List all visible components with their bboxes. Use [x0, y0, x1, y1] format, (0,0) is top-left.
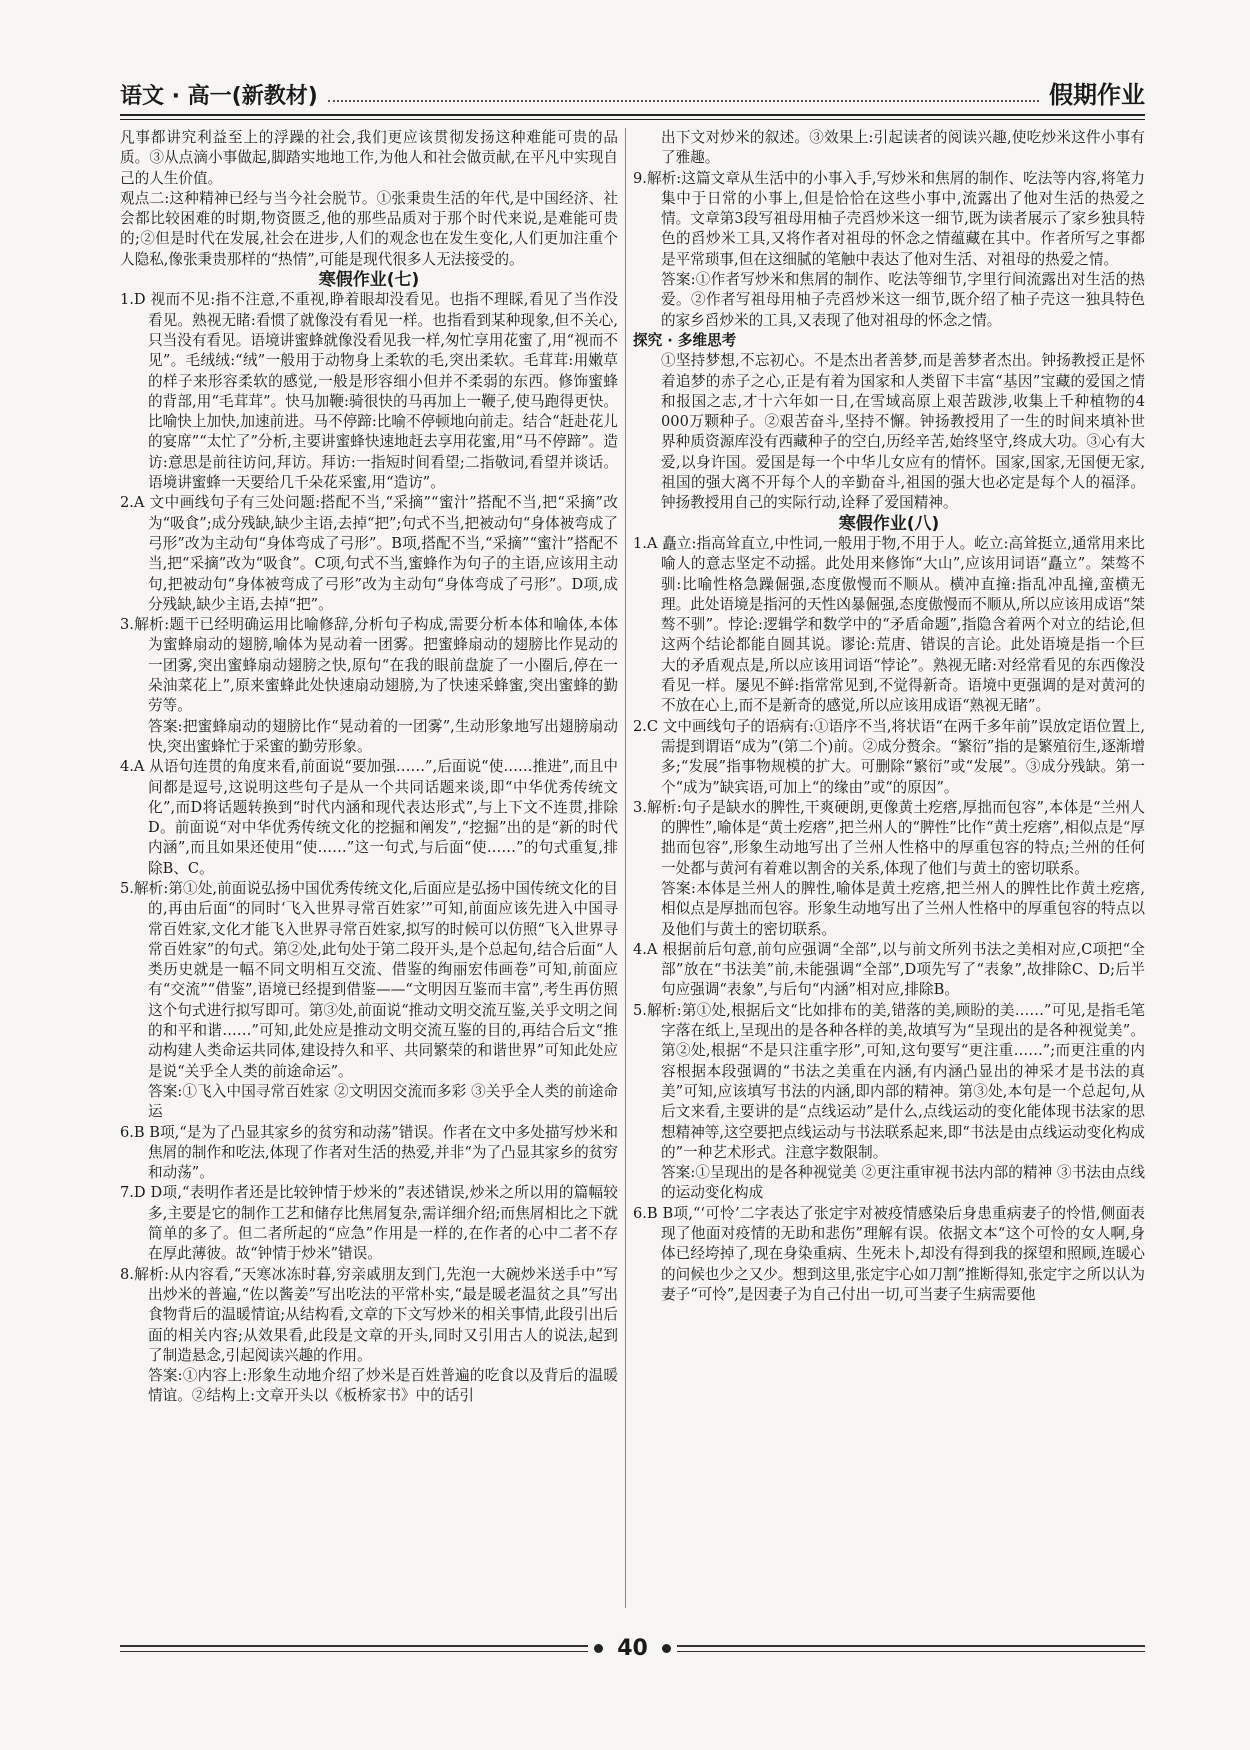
answer-item: 6.B B项,“‘可怜’二字表达了张定宇对被疫情感染后身患重病妻子的怜惜,侧面表现了他面对疫情的无助和悲伤”理解有误。依据文本“这个可怜的女人啊,身体已经垮掉了,现在身染重病、生死未卜,却没有得到我的探望和照顾,连暖心的问候也少之又少。想到这里,张定宇心如刀割”推断得知,张定宇之所以认为妻子“可怜”,是因妻子为自己付出一切,可当妻子生病需要他	[633, 1204, 1145, 1303]
answer-item: 4.A 根据前后句意,前句应强调“全部”,以与前文所列书法之美相对应,C项把“全部”放在“书法美”前,未能强调“全部”,D项先写了“表象”,故排除C、D;后半句应强调“表象”,与后句“内涵”相对应,排除B。	[633, 940, 1145, 999]
header-series: 假期作业	[1049, 81, 1145, 109]
answer-text: 答案:把蜜蜂扇动的翅膀比作“晃动着的一团雾”,生动形象地写出翅膀扇动快,突出蜜蜂忙于采蜜的勤劳形象。	[148, 717, 618, 755]
right-column	[633, 128, 1145, 1608]
section-title-8: 寒假作业(八)	[838, 513, 940, 534]
answer-item: 2.A 文中画线句子有三处问题:搭配不当,“采摘”“蜜汁”搭配不当,把“采摘”改为“吸食”;成分残缺,缺少主语,去掉“把”;句式不当,把被动句“身体被弯成了弓形”改为主动句“身体弯成了弓形”。B项,搭配不当,“采摘”“蜜汁”搭配不当,把“采摘”改为“吸食”。C项,句式不当,蜜蜂作为句子的主语,应该用主动句,把被动句“身体被弯成了弓形”改为主动句“身体弯成了弓形”。D项,成分残缺,缺少主语,去掉“把”。	[120, 494, 618, 613]
answer-item: 3.解析:句子是缺水的脾性,干爽硬朗,更像黄土疙瘩,厚拙而包容”,本体是“兰州人的脾性”,喻体是“黄土疙瘩”,把兰州人的“脾性”比作“黄土疙瘩”,相似点是“厚拙而包容”,形象生动地写出了兰州人性格中的厚重包容的特点;兰州的任何一处都与黄河有着难以割舍的关系,体现了他们与黄土的密切联系。	[633, 798, 1145, 877]
paragraph: 观点二:这种精神已经与当今社会脱节。①张秉贵生活的年代,是中国经济、社会都比较困难的时期,物资匮乏,他的那些品质对于那个时代来说,是难能可贵的;②但是时代在发展,社会在进步,人们的观念也在发生变化,人们更加注重个人隐私,像张秉贵那样的“热情”,可能是现代很多人无法接受的。	[120, 189, 618, 268]
answer-item: 8.解析:从内容看,“天寒冰冻时暮,穷亲戚朋友到门,先泡一大碗炒米送手中”写出炒米的普遍,“佐以酱姜”写出吃法的平常朴实,“最是暖老温贫之具”写出食物背后的温暖情谊;从结构看,文章的下文写炒米的相关事情,此段引出后面的相关内容;从效果看,此段是文章的开头,同时又引用古人的说法,起到了制造悬念,引起阅读兴趣的作用。	[120, 1265, 618, 1364]
answer-item: 5.解析:第①处,前面说弘扬中国优秀传统文化,后面应是弘扬中国传统文化的目的,再由后面“的同时‘飞入世界寻常百姓家’”可知,前面应该先进入中国寻常百姓家,文化才能飞入世界寻常百姓家,拟写的时候可以仿照“飞入世界寻常百姓家”的句式。第②处,此句处于第二段开头,是个总起句,结合后面“人类历史就是一幅不同文明相互交流、借鉴的绚丽宏伟画卷”可知,前面应有“交流”“借鉴”,语境已经提到借鉴——“文明因互鉴而丰富”,考生再仿照这个句式进行拟写即可。第③处,前面说“推动文明交流互鉴,关乎文明之间的和平和谐……”可知,此处应是推动文明交流互鉴的目的,再结合后文“推动构建人类命运共同体,建设持久和平、共同繁荣的和谐世界”可知此处应是说“关乎全人类的前途命运”。	[120, 879, 618, 1080]
header-subject: 语文 · 高一(新教材)	[120, 84, 318, 109]
answer-item: 4.A 从语句连贯的角度来看,前面说“要加强……”,后面说“使……推进”,而且中间都是逗号,这说明这些句子是从一个共同话题来谈,即“中华优秀传统文化”,而D将话题转换到“时代内涵和现代表达形式”,与上下文不连贯,排除D。前面说“对中华优秀传统文化的挖掘和阐发”,“挖掘”出的是“新的时代内涵”,而且如果还使用“使……”这一句式,与后面“使……”的句式重复,排除B、C。	[120, 758, 618, 877]
answer-item: 5.解析:第①处,根据后文“比如排布的美,错落的美,顾盼的美……”可见,是指毛笔字落在纸上,呈现出的是各种各样的美,故填写为“呈现出的是各种视觉美”。第②处,根据“不是只注重字形”,可知,这句要写“更注重……”;而更注重的内容根据本段强调的“书法之美重在内涵,有内涵凸显出的神采才是书法的真美”可知,应该填写书法的内涵,即内部的精神。第③处,本句是一个总起句,从后文来看,主要讲的是“点线运动”是什么,点线运动的变化能体现书法家的思想精神等,这空要把点线运动与书法联系起来,即“书法是由点线运动变化构成的”一种艺术形式。注意字数限制。	[633, 1001, 1145, 1161]
header-rule	[120, 114, 1145, 116]
left-column	[120, 128, 618, 1608]
answer-text: 答案:①呈现出的是各种视觉美 ②更注重审视书法内部的精神 ③书法由点线的运动变化构成	[661, 1164, 1145, 1202]
footer-dot-right	[662, 1644, 671, 1653]
answer-text: 答案:本体是兰州人的脾性,喻体是黄土疙瘩,把兰州人的脾性比作黄土疙瘩,相似点是厚拙而包容。形象生动地写出了兰州人性格中的厚重包容的特点以及他们与黄土的密切联系。	[661, 879, 1145, 938]
column-divider	[625, 128, 626, 1608]
answer-item: 7.D D项,“表明作者还是比较钟情于炒米的”表述错误,炒米之所以用的篇幅较多,主要是它的制作工艺和储存比焦屑复杂,需详细介绍;而焦屑相比之下就简单的多了。但二者所起的“应急”作用是一样的,在作者的心中二者不存在厚此薄彼。故“钟情于炒米”错误。	[120, 1184, 618, 1263]
header-dotted-rule	[328, 100, 1039, 102]
answer-item: 3.解析:题干已经明确运用比喻修辞,分析句子构成,需要分析本体和喻体,本体为蜜蜂扇动的翅膀,喻体为晃动着一团雾。把蜜蜂扇动的翅膀比作晃动的一团雾,突出蜜蜂扇动翅膀之快,原句“在我的眼前盘旋了一小圈后,停在一朵油菜花上”,原来蜜蜂此处快速扇动翅膀,为了快速采蜂蜜,突出蜜蜂的勤劳等。	[120, 616, 618, 715]
answer-item: 6.B B项,“是为了凸显其家乡的贫穷和动荡”错误。作者在文中多处描写炒米和焦屑的制作和吃法,体现了作者对生活的热爱,并非“为了凸显其家乡的贫穷和动荡”。	[120, 1123, 618, 1182]
answer-item: 2.C 文中画线句子的语病有:①语序不当,将状语“在两千多年前”误放定语位置上,需提到谓语“成为”(第二个)前。②成分赘余。“繁衍”指的是繁殖衍生,逐渐增多;“发展”指事物规模的扩大。可删除“繁衍”或“发展”。③成分残缺。第一个“成为”缺宾语,可加上“的缘由”或“的原因”。	[633, 717, 1145, 796]
answer-text: 答案:①作者写炒米和焦屑的制作、吃法等细节,字里行间流露出对生活的热爱。②作者写祖母用柚子壳舀炒米这一细节,既介绍了柚子壳这一独具特色的家乡舀炒米的工具,又表现了他对祖母的怀念之情。	[661, 271, 1145, 329]
header-rule-thin	[120, 119, 1145, 120]
answer-text: 出下文对炒米的叙述。③效果上:引起读者的阅读兴趣,使吃炒米这件小事有了雅趣。	[661, 129, 1145, 167]
answer-text: 答案:①飞入中国寻常百姓家 ②文明因交流而多彩 ③关乎全人类的前途命运	[148, 1082, 618, 1121]
answer-item: 1.D 视而不见:指不注意,不重视,睁着眼却没看见。也指不理睬,看见了当作没看见。熟视无睹:看惯了就像没有看见一样。也指看到某种现象,但不关心,只当没有看见。语境讲蜜蜂就像没看见我一样,匆忙享用花蜜了,用“视而不见”。毛绒绒:“绒”一般用于动物身上柔软的毛,突出柔软。毛茸茸:用嫩草的样子来形容柔软的感觉,一般是形容细小但并不柔弱的东西。修饰蜜蜂的背部,用“毛茸茸”。快马加鞭:骑很快的马再加上一鞭子,使马跑得更快。比喻快上加快,加速前进。马不停蹄:比喻不停顿地向前走。结合“赶赴花儿的宴席”“太忙了”分析,主要讲蜜蜂快速地赶去享用花蜜,用“马不停蹄”。造访:意思是前往访问,拜访。拜访:一指短时间看望;二指敬词,看望并谈话。语境讲蜜蜂一天要给几千朵花采蜜,用“造访”。	[120, 291, 618, 492]
answer-item: 1.A 矗立:指高耸直立,中性词,一般用于物,不用于人。屹立:高耸挺立,通常用来比喻人的意志坚定不动摇。此处用来修饰“大山”,应该用词语“矗立”。桀骜不驯:比喻性格急躁倔强,态度傲慢而不顺从。横冲直撞:指乱冲乱撞,蛮横无理。此处语境是指河的天性凶暴倔强,态度傲慢而不顺从,所以应该用成语“桀骜不驯”。悖论:逻辑学和数学中的“矛盾命题”,指隐含着两个对立的结论,但这两个结论都能自圆其说。谬论:荒唐、错误的言论。此处语境是指一个巨大的矛盾观点是,所以应该用词语“悖论”。熟视无睹:对经常看见的东西像没看见一样。屡见不鲜:指常常见到,不觉得新奇。语境中更强调的是对黄河的不放在心上,而不是新奇的感觉,所以应该用成语“熟视无睹”。	[633, 534, 1145, 715]
page-footer	[120, 1628, 1145, 1668]
answer-text: 答案:①内容上:形象生动地介绍了炒米是百姓普遍的吃食以及背后的温暖情谊。②结构上:文章开头以《板桥家书》中的话引	[148, 1367, 618, 1405]
footer-dot-left	[594, 1644, 603, 1653]
page-number: 40	[617, 1635, 648, 1661]
explore-label: 探究 · 多维思考	[633, 331, 737, 349]
page-header	[120, 70, 1145, 110]
footer-rule-right	[677, 1645, 1145, 1652]
paragraph: 凡事都讲究利益至上的浮躁的社会,我们更应该贯彻发扬这种难能可贵的品质。③从点滴小事做起,脚踏实地地工作,为他人和社会做贡献,在平凡中实现自己的人生价值。	[120, 129, 618, 187]
footer-rule-left	[120, 1645, 588, 1652]
answer-item: 9.解析:这篇文章从生活中的小事入手,写炒米和焦屑的制作、吃法等内容,将笔力集中于日常的小事上,但是恰恰在这些小事中,流露出了他对生活的热爱之情。文章第3段写祖母用柚子壳舀炒米这一细节,既为读者展示了家乡独具特色的舀炒米工具,又将作者对祖母的怀念之情蕴藏在其中。作者所写之事都是平常琐事,但在这细腻的笔触中表达了他对生活、对祖母的热爱之情。	[633, 169, 1145, 268]
explore-text: ①坚持梦想,不忘初心。不是杰出者善梦,而是善梦者杰出。钟扬教授正是怀着追梦的赤子之心,正是有着为国家和人类留下丰富“基因”宝藏的爱国之情和报国之志,才十六年如一日,在雪域高原上艰苦跋涉,收集上千种植物的4 000万颗种子。②艰苦奋斗,坚持不懈。钟扬教授用了一生的时间来填补世界种质资源库没有西藏种子的空白,历经辛苦,始终坚守,终成大功。③心有大爱,以身许国。爱国是每一个中华儿女应有的情怀。国家,国家,无国便无家,祖国的强大离不开每个人的辛勤奋斗,祖国的强大也必定是每个人的福泽。钟扬教授用自己的实际行动,诠释了爱国精神。	[661, 352, 1145, 512]
section-title-7: 寒假作业(七)	[318, 270, 420, 291]
